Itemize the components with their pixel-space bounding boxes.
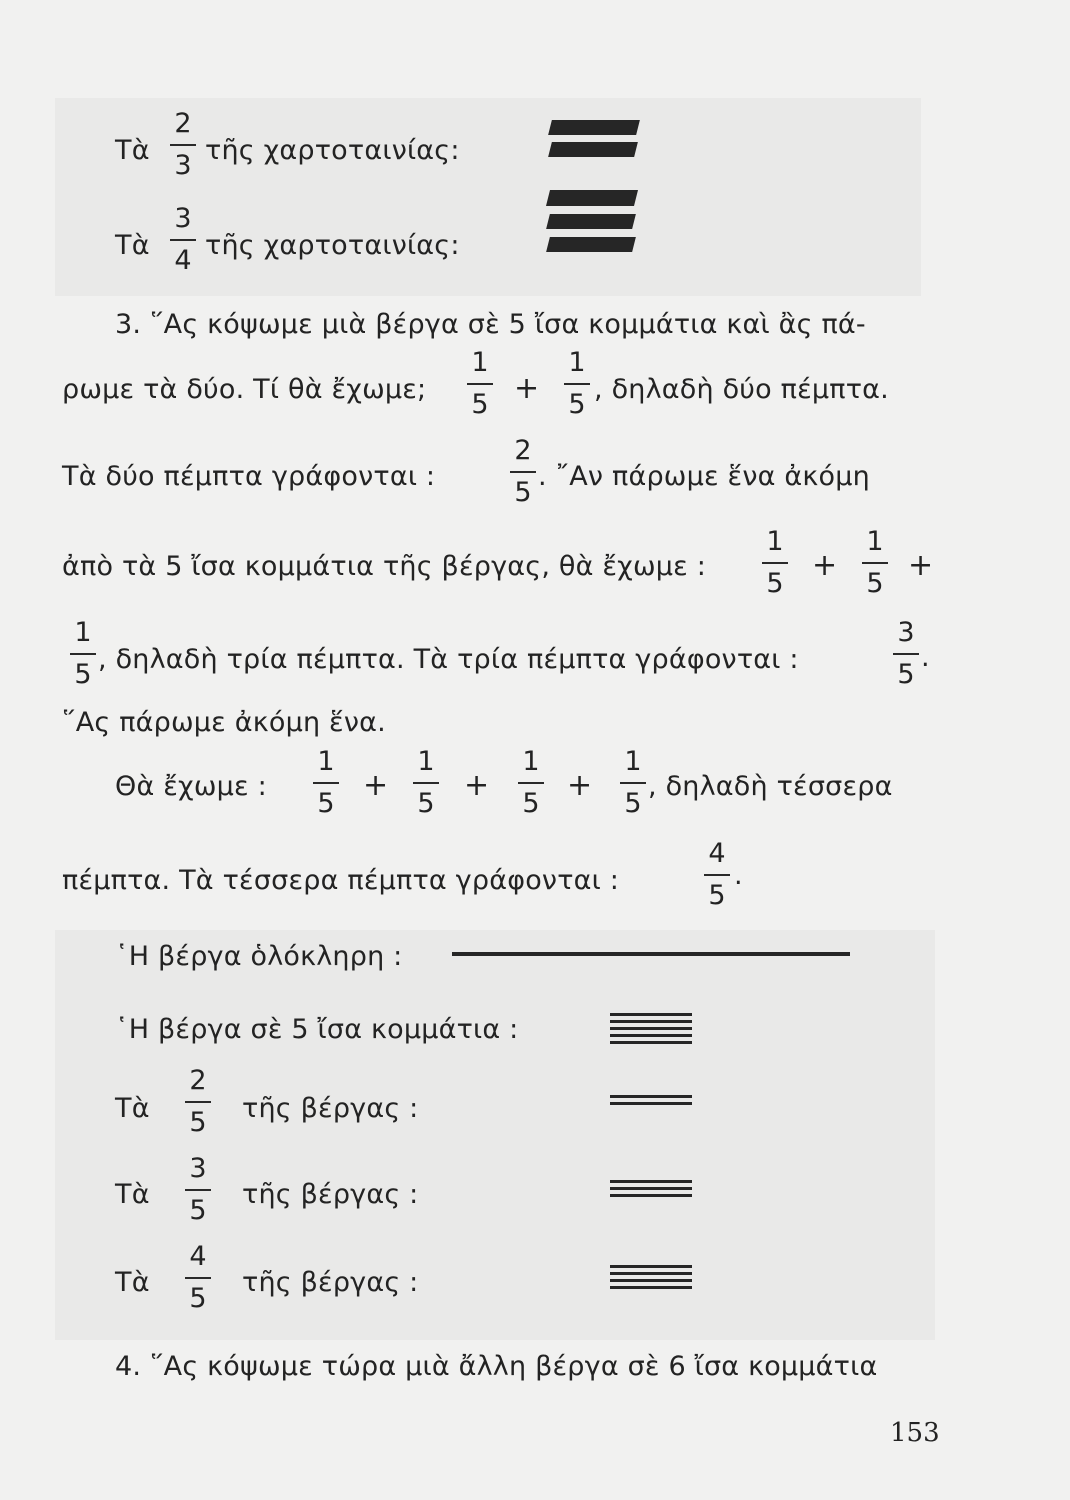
strip-label: τῆς χαρτοταινίας: [205, 230, 460, 261]
rod-piece [610, 1041, 692, 1044]
fraction-numerator: 1 [866, 526, 884, 557]
fraction-numerator: 3 [189, 1153, 207, 1184]
fraction-bar [413, 782, 439, 784]
ta-label: Τὰ [115, 1093, 150, 1124]
strip-piece [548, 142, 638, 157]
fraction-denominator: 5 [189, 1283, 207, 1314]
fraction-denominator: 4 [174, 245, 192, 276]
fraction-bar [170, 144, 196, 146]
strip-piece [548, 120, 640, 135]
para3-line7-end: , δηλαδὴ τέσσερα [648, 771, 893, 802]
fraction-denominator: 5 [189, 1107, 207, 1138]
plus-sign: + [514, 371, 540, 406]
fraction-numerator: 1 [522, 746, 540, 777]
fraction-bar [704, 874, 730, 876]
fraction-bar [185, 1101, 211, 1103]
fraction-denominator: 5 [189, 1195, 207, 1226]
rod-five-pieces-label: ῾Η βέργα σὲ 5 ἴσα κομμάτια : [115, 1014, 519, 1045]
rod-piece [610, 1180, 692, 1183]
fraction-denominator: 5 [74, 659, 92, 690]
para3-line8-start: πέμπτα. Τὰ τέσσερα πέμπτα γράφονται : [62, 865, 620, 896]
fraction-bar [518, 782, 544, 784]
rod-piece [610, 1013, 692, 1016]
rod-piece [610, 1027, 692, 1030]
ta-label: Τὰ [115, 1267, 150, 1298]
fraction-numerator: 1 [568, 347, 586, 378]
fraction-denominator: 5 [417, 788, 435, 819]
fraction-denominator: 5 [866, 568, 884, 599]
fraction-numerator: 1 [624, 746, 642, 777]
fraction-denominator: 5 [708, 880, 726, 911]
fraction-bar [762, 562, 788, 564]
fraction-denominator: 5 [624, 788, 642, 819]
fraction-bar [510, 471, 536, 473]
para3-line7-start: Θὰ ἔχωμε : [115, 771, 267, 802]
plus-sign: + [908, 548, 934, 583]
rod-piece [610, 1102, 692, 1105]
rod-piece [610, 1034, 692, 1037]
fraction-denominator: 5 [471, 389, 489, 420]
fraction-bar [620, 782, 646, 784]
rod-piece [610, 1020, 692, 1023]
rod-piece [610, 1286, 692, 1289]
rod-piece [610, 1194, 692, 1197]
fraction-bar [70, 653, 96, 655]
para3-line5-mid: , δηλαδὴ τρία πέμπτα. Τὰ τρία πέμπτα γράφονται : [98, 644, 799, 675]
fraction-numerator: 4 [708, 838, 726, 869]
fraction-denominator: 5 [766, 568, 784, 599]
fraction-numerator: 2 [514, 435, 532, 466]
rod-piece [610, 1187, 692, 1190]
fraction-numerator: 3 [174, 203, 192, 234]
para3-line3-end: . ῎Αν πάρωμε ἕνα ἀκόμη [538, 461, 870, 492]
fraction-bar [564, 383, 590, 385]
fraction-bar [467, 383, 493, 385]
fraction-numerator: 1 [766, 526, 784, 557]
plus-sign: + [812, 548, 838, 583]
rod-piece [610, 1265, 692, 1268]
rod-label: τῆς βέργας : [242, 1093, 419, 1124]
rod-piece [610, 1272, 692, 1275]
fraction-bar [862, 562, 888, 564]
fraction-bar [313, 782, 339, 784]
fraction-denominator: 5 [568, 389, 586, 420]
fraction-denominator: 5 [522, 788, 540, 819]
plus-sign: + [567, 768, 593, 803]
para3-line2-end: , δηλαδὴ δύο πέμπτα. [594, 374, 889, 405]
fraction-denominator: 5 [897, 659, 915, 690]
rod-piece [610, 1095, 692, 1098]
ta-label: Τὰ [115, 230, 150, 261]
para3-line1: 3. ῞Ας κόψωμε μιὰ βέργα σὲ 5 ἴσα κομμάτια καὶ ἂς πά- [115, 309, 866, 340]
fraction-numerator: 4 [189, 1241, 207, 1272]
whole-rod-diagram [452, 952, 850, 956]
fraction-bar [893, 653, 919, 655]
para3-line6: ῞Ας πάρωμε ἀκόμη ἕνα. [62, 707, 386, 738]
fraction-numerator: 2 [189, 1065, 207, 1096]
rod-label: τῆς βέργας : [242, 1267, 419, 1298]
para3-line8-end: . [734, 860, 743, 891]
fraction-denominator: 5 [317, 788, 335, 819]
fraction-numerator: 1 [317, 746, 335, 777]
two-thirds-strip-diagram [550, 120, 640, 168]
fraction-numerator: 1 [471, 347, 489, 378]
strip-piece [546, 214, 636, 229]
para4-line1: 4. ῞Ας κόψωμε τώρα μιὰ ἄλλη βέργα σὲ 6 ἴσα κομμάτια [115, 1351, 878, 1382]
strip-piece [546, 237, 636, 252]
fraction-numerator: 1 [74, 617, 92, 648]
fraction-numerator: 1 [417, 746, 435, 777]
five-pieces-rod-diagram [610, 1013, 692, 1047]
rod-label: τῆς βέργας : [242, 1179, 419, 1210]
rod-piece [610, 1279, 692, 1282]
three-fourths-strip-diagram [548, 190, 640, 272]
ta-label: Τὰ [115, 1179, 150, 1210]
fraction-numerator: 3 [897, 617, 915, 648]
para3-line2-start: ρωμε τὰ δύο. Τί θὰ ἔχωμε; [62, 374, 427, 405]
two-fifths-rod-diagram [610, 1095, 692, 1107]
four-fifths-rod-diagram [610, 1265, 692, 1292]
para3-line5-end: . [921, 642, 930, 673]
three-fifths-rod-diagram [610, 1180, 692, 1200]
fraction-bar [185, 1189, 211, 1191]
strip-label: τῆς χαρτοταινίας: [205, 135, 460, 166]
fraction-bar [185, 1277, 211, 1279]
fraction-denominator: 5 [514, 477, 532, 508]
para3-line3-start: Τὰ δύο πέμπτα γράφονται : [62, 461, 436, 492]
plus-sign: + [363, 768, 389, 803]
fraction-bar [170, 239, 196, 241]
rod-whole-label: ῾Η βέργα ὁλόκληρη : [115, 941, 403, 972]
fraction-numerator: 2 [174, 108, 192, 139]
ta-label: Τὰ [115, 135, 150, 166]
plus-sign: + [464, 768, 490, 803]
fraction-denominator: 3 [174, 150, 192, 181]
page-number: 153 [890, 1418, 940, 1448]
para3-line4-start: ἀπὸ τὰ 5 ἴσα κομμάτια τῆς βέργας, θὰ ἔχωμε : [62, 551, 707, 582]
strip-piece [546, 190, 638, 206]
